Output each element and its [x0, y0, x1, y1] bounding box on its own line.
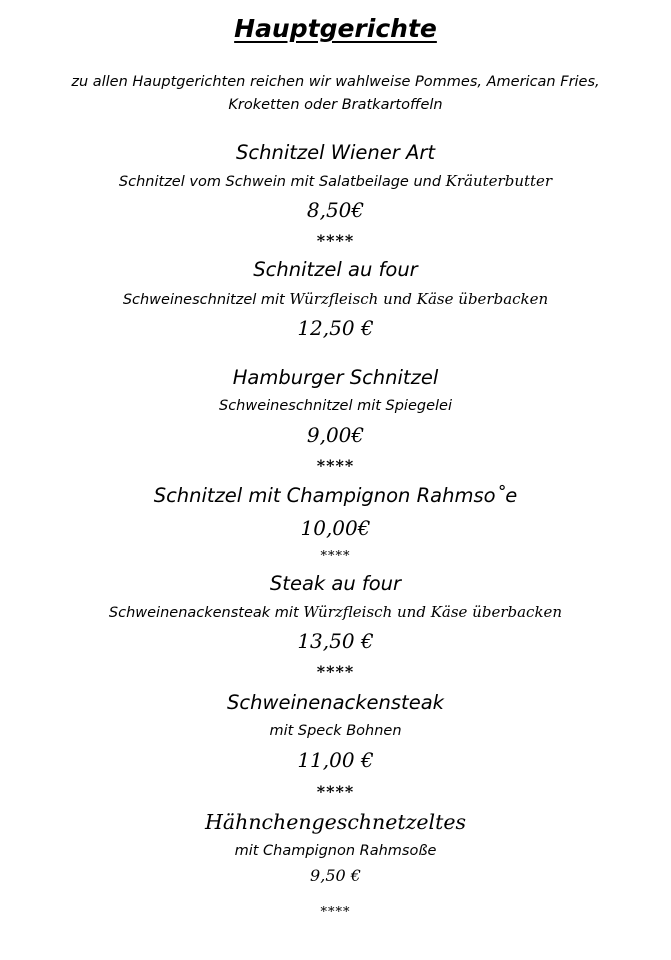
dish-description-text: Schnitzel vom Schwein mit Salatbeilage und: [118, 174, 446, 190]
separator-stars: ****: [320, 905, 351, 920]
separator-stars: ****: [316, 456, 355, 475]
dish-price: 8,50€: [306, 198, 365, 222]
dish-price: 10,00€: [300, 516, 371, 540]
dish-description-text: Schweinenackensteak mit: [108, 605, 304, 621]
dish-price: 9,50 €: [310, 866, 361, 885]
dish-name-hamburger-schnitzel: Hamburger Schnitzel: [232, 366, 439, 389]
dish-description-script: Würzfleisch und Käse überbacken: [289, 290, 549, 308]
dish-name-steak-au-four: Steak au four: [269, 572, 402, 595]
dish-description: Schweineschnitzel mit Spiegelei: [219, 398, 452, 414]
dish-description: [0, 603, 671, 621]
dish-name-schnitzel-au-four: Schnitzel au four: [253, 258, 418, 281]
dish-description-script: Kräuterbutter: [445, 172, 553, 190]
dish-description: [0, 172, 671, 190]
intro-line-2: Kroketten oder Bratkartoffeln: [228, 97, 443, 113]
dish-name-haehnchengeschnetzeltes: Hähnchengeschnetzeltes: [205, 810, 466, 834]
dish-price: 12,50 €: [297, 316, 374, 340]
dish-name-schnitzel-champignon: Schnitzel mit Champignon Rahmso˚e: [153, 484, 518, 507]
dish-price: 11,00 €: [297, 748, 374, 772]
separator-stars: ****: [316, 231, 355, 250]
dish-name-schweinenackensteak: Schweinenackensteak: [227, 691, 444, 714]
dish-price: 9,00€: [306, 423, 365, 447]
dish-description-text: Schweineschnitzel mit: [122, 292, 290, 308]
dish-price: 13,50 €: [297, 629, 374, 653]
dish-description: mit Speck Bohnen: [269, 723, 402, 739]
intro-line-1: zu allen Hauptgerichten reichen wir wahlweise Pommes, American Fries,: [71, 74, 600, 90]
dish-description-script: Würzfleisch und Käse überbacken: [303, 603, 563, 621]
separator-stars: ****: [320, 549, 351, 564]
dish-name-schnitzel-wiener-art: Schnitzel Wiener Art: [236, 141, 435, 164]
page-title: Hauptgerichte: [234, 14, 437, 43]
separator-stars: ****: [316, 782, 355, 801]
dish-description: mit Champignon Rahmsoße: [234, 843, 437, 859]
separator-stars: ****: [316, 662, 355, 681]
dish-description: [0, 290, 671, 308]
